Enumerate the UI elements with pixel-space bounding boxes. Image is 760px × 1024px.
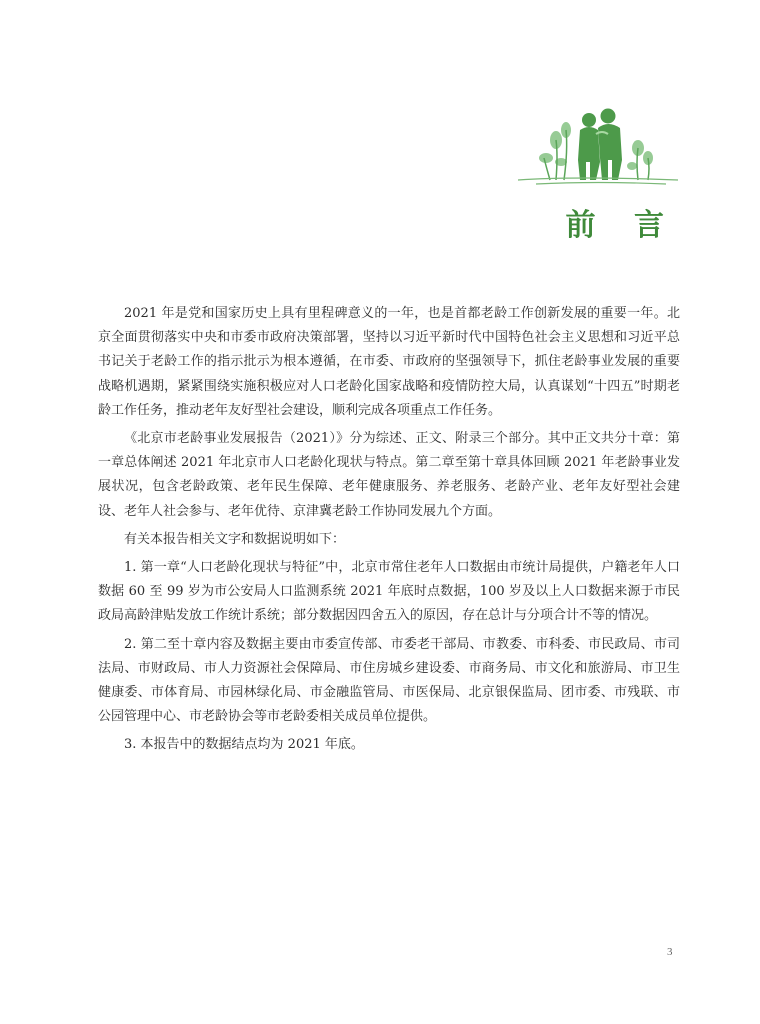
preface-body bbox=[98, 302, 680, 762]
paragraph: 2021 年是党和国家历史上具有里程碑意义的一年，也是首都老龄工作创新发展的重要一年。北京全面贯彻落实中央和市委市政府决策部署，坚持以习近平新时代中国特色社会主义思想和习近平总书记关于老龄工作的指示批示为根本遵循，在市委、市政府的坚强领导下，抓住老龄事业发展的重要战略机遇期，紧紧围绕实施积极应对人口老龄化国家战略和疫情防控大局，认真谋划“十四五”时期老龄工作任务，推动老年友好型社会建设，顺利完成各项重点工作任务。 bbox=[98, 306, 680, 418]
paragraph: 1. 第一章“人口老龄化现状与特征”中，北京市常住老年人口数据由市统计局提供，户籍老年人口数据 60 至 99 岁为市公安局人口监测系统 2021 年底时点数据，100 岁及以上人口数据来源于市民政局高龄津贴发放工作统计系统；部分数据因四舍五入的原因，存在总计与分项合计不等的情况。 bbox=[98, 560, 680, 624]
paragraph: 有关本报告相关文字和数据说明如下： bbox=[124, 531, 346, 547]
paragraph: 2. 第二至十章内容及数据主要由市委宣传部、市委老干部局、市教委、市科委、市民政局、市司法局、市财政局、市人力资源社会保障局、市住房城乡建设委、市商务局、市文化和旅游局、市卫生健康委、市体育局、市园林绿化局、市金融监管局、市医保局、北京银保监局、团市委、市残联、市公园管理中心、市老龄协会等市老龄委相关成员单位提供。 bbox=[98, 636, 680, 725]
paragraph: 3. 本报告中的数据结点均为 2021 年底。 bbox=[124, 737, 364, 753]
paragraph: 《北京市老龄事业发展报告（2021）》分为综述、正文、附录三个部分。其中正文共分十章：第一章总体阐述 2021 年北京市人口老龄化现状与特点。第二章至第十章具体回顾 2021 年老龄事业发展状况，包含老龄政策、老年民生保障、老年健康服务、养老服务、老龄产业、老年友好型社会建设、老年人社会参与、老年优待、京津冀老龄工作协同发展九个方面。 bbox=[98, 431, 680, 519]
page-title: 前 言 bbox=[565, 208, 678, 243]
page-number: 3 bbox=[667, 946, 673, 958]
elderly-couple-illustration-icon bbox=[516, 100, 680, 188]
